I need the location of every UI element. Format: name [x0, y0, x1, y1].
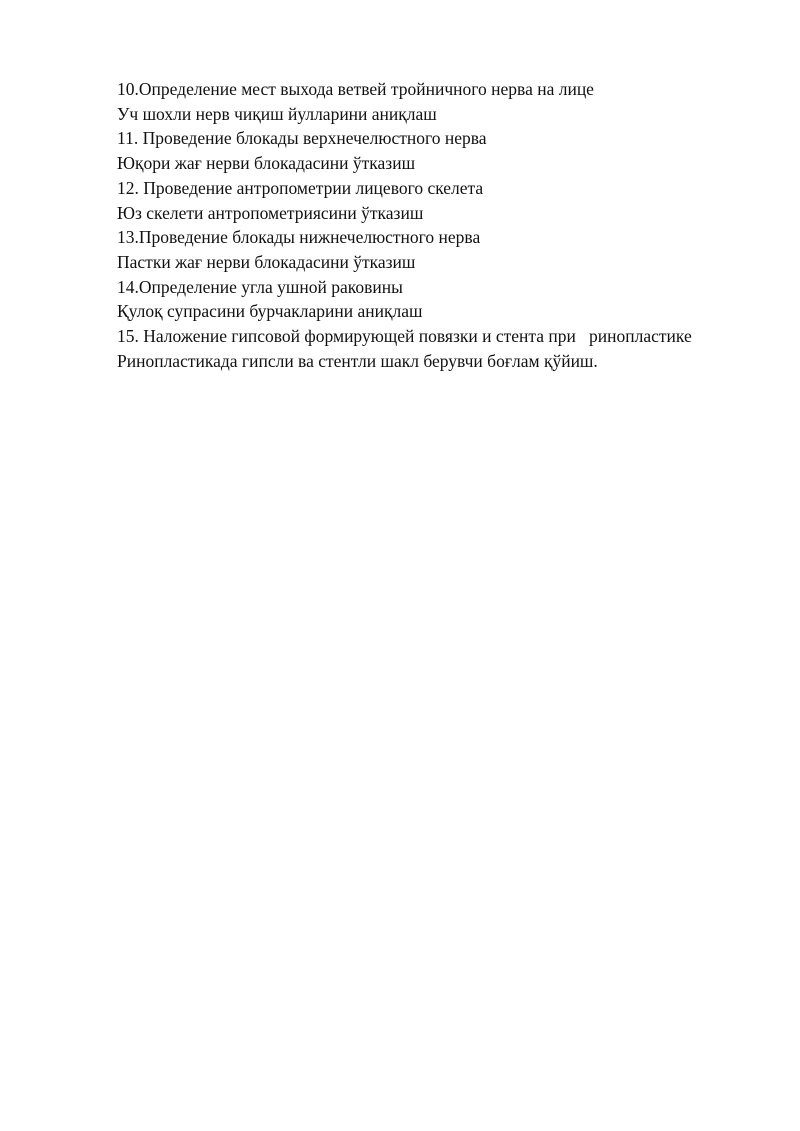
item-14-russian: 14.Определение угла ушной раковины [117, 276, 403, 297]
item-11-russian: 11. Проведение блокады верхнечелюстного нерва [117, 128, 487, 149]
item-10-russian: 10.Определение мест выхода ветвей тройничного нерва на лице [117, 79, 594, 99]
item-10-uzbek: Уч шохли нерв чиқиш йулларини аниқлаш [117, 103, 437, 124]
item-14-uzbek: Қулоқ супрасини бурчакларини аниқлаш [117, 301, 423, 322]
item-15-uzbek: Ринопластикада гипсли ва стентли шакл берувчи боғлам қўйиш. [117, 350, 598, 371]
document-body [117, 77, 777, 373]
item-13-russian: 13.Проведение блокады нижнечелюстного нерва [117, 227, 481, 248]
item-11-uzbek: Юқори жағ нерви блокадасини ўтказиш [117, 153, 416, 174]
item-15-russian: 15. Наложение гипсовой формирующей повязки и стента при ринопластике [117, 326, 692, 347]
item-12-russian: 12. Проведение антропометрии лицевого скелета [117, 177, 484, 198]
item-12-uzbek: Юз скелети антропометриясини ўтказиш [117, 202, 424, 223]
item-13-uzbek: Пастки жағ нерви блокадасини ўтказиш [117, 251, 416, 272]
